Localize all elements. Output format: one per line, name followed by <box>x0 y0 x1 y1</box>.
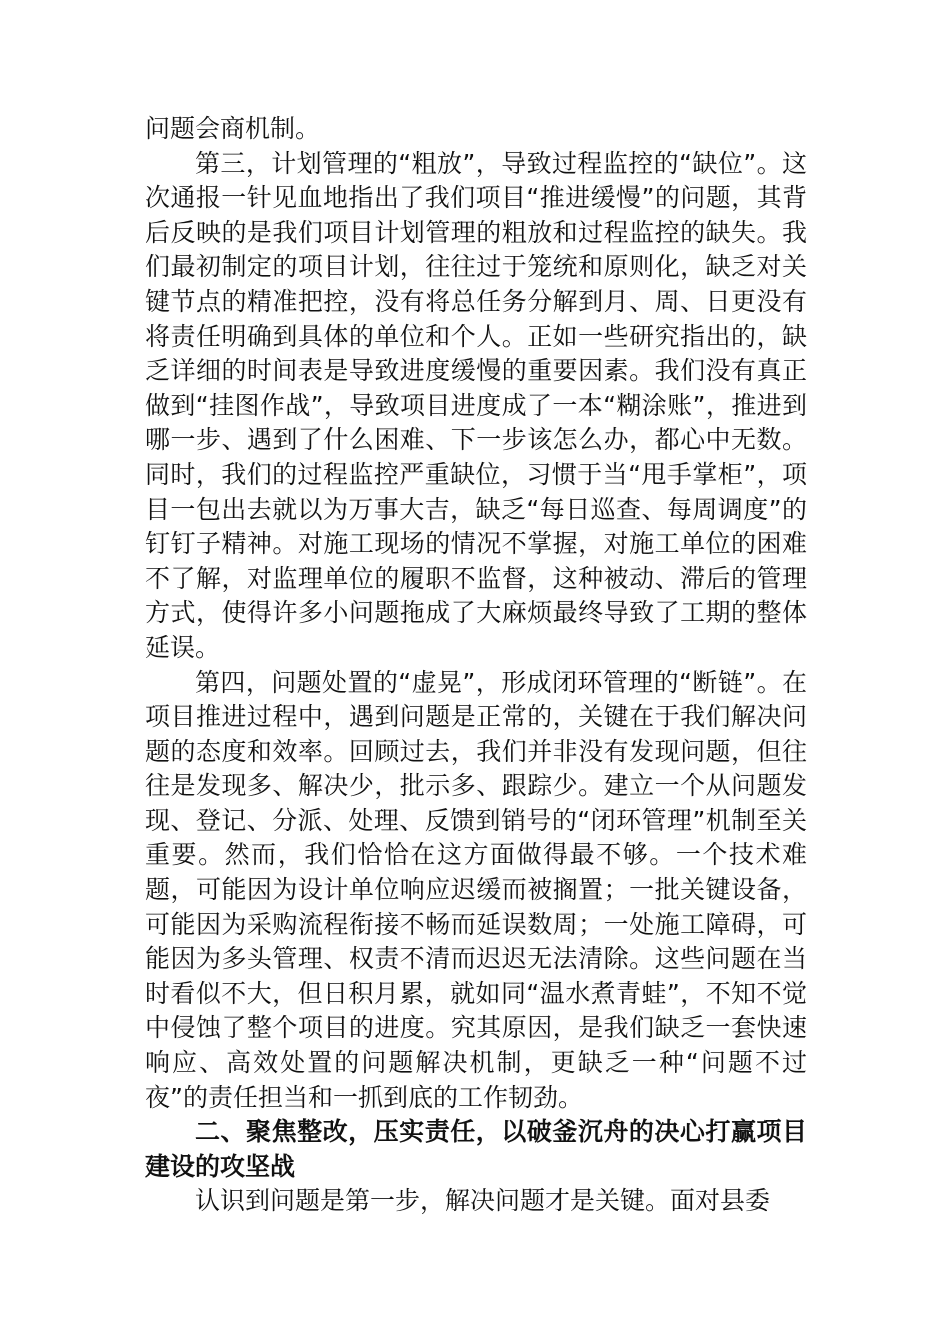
document-page <box>145 112 807 1219</box>
paragraph-third-point: 第三，计划管理的“粗放”，导致过程监控的“缺位”。这次通报一针见血地指出了我们项目“推进缓慢”的问题，其背后反映的是我们项目计划管理的粗放和过程监控的缺失。我们最初制定的项目计划，往往过于笼统和原则化，缺乏对关键节点的精准把控，没有将总任务分解到月、周、日更没有将责任明确到具体的单位和个人。正如一些研究指出的，缺乏详细的时间表是导致进度缓慢的重要因素。我们没有真正做到“挂图作战”，导致项目进度成了一本“糊涂账”，推进到哪一步、遇到了什么困难、下一步该怎么办，都心中无数。同时，我们的过程监控严重缺位，习惯于当“甩手掌柜”，项目一包出去就以为万事大吉，缺乏“每日巡查、每周调度”的钉钉子精神。对施工现场的情况不掌握，对施工单位的困难不了解，对监理单位的履职不监督，这种被动、滞后的管理方式，使得许多小问题拖成了大麻烦最终导致了工期的整体延误。 <box>145 148 807 662</box>
section-heading-two: 二、聚焦整改，压实责任，以破釜沉舟的决心打赢项目建设的攻坚战 <box>145 1117 807 1181</box>
paragraph-continuation: 问题会商机制。 <box>145 114 321 143</box>
paragraph-section-two-intro: 认识到问题是第一步，解决问题才是关键。面对县委 <box>195 1186 771 1216</box>
paragraph-fourth-point: 第四，问题处置的“虚晃”，形成闭环管理的“断链”。在项目推进过程中，遇到问题是正常的，关键在于我们解决问题的态度和效率。回顾过去，我们并非没有发现问题，但往往是发现多、解决少，批示多、跟踪少。建立一个从问题发现、登记、分派、处理、反馈到销号的“闭环管理”机制至关重要。然而，我们恰恰在这方面做得最不够。一个技术难题，可能因为设计单位响应迟缓而被搁置；一批关键设备，可能因为采购流程衔接不畅而延误数周；一处施工障碍，可能因为多头管理、权责不清而迟迟无法清除。这些问题在当时看似不大，但日积月累，就如同“温水煮青蛙”，不知不觉中侵蚀了整个项目的进度。究其原因，是我们缺乏一套快速响应、高效处置的问题解决机制，更缺乏一种“问题不过夜”的责任担当和一抓到底的工作韧劲。 <box>145 667 807 1112</box>
